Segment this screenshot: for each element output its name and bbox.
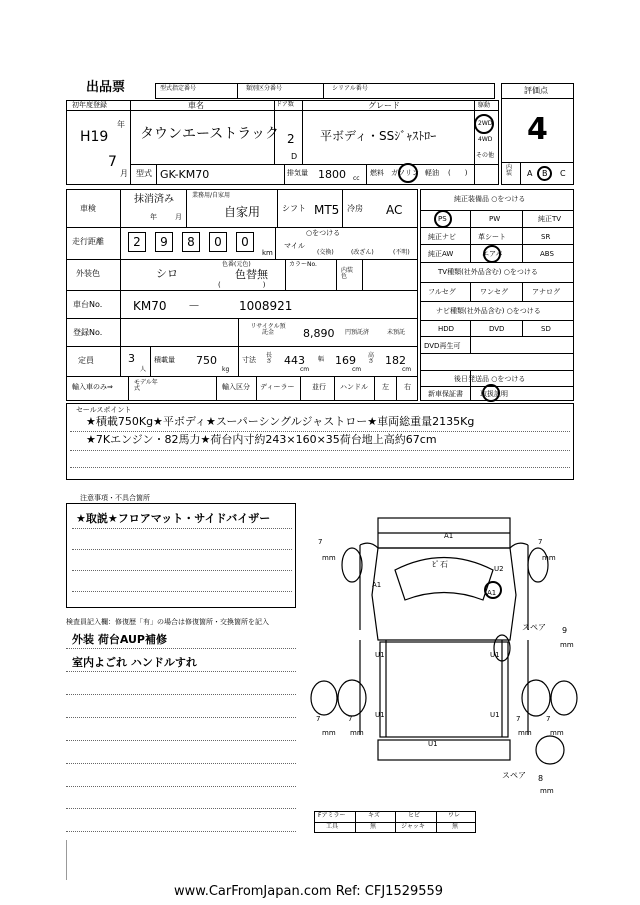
ps-circle xyxy=(434,210,452,228)
aircon: AC xyxy=(386,203,403,217)
sales-line-1: ★積載750Kg★平ボディ★スーパーシングルジャストロー★車両総重量2135Kg xyxy=(86,415,475,428)
model-code: GK-KM70 xyxy=(160,168,210,181)
inspector-line-1: 外装 荷台AUP補修 xyxy=(72,633,167,646)
odometer-digit: 9 xyxy=(155,232,173,252)
serial-no-label: シリアル番号 xyxy=(332,85,368,92)
recycle-fee: 8,890 xyxy=(303,327,335,340)
inspector-line-2: 室内よごれ ハンドルすれ xyxy=(72,656,197,669)
load-capacity: 750 xyxy=(196,354,217,367)
diagram-chip: ﾋﾟ石 xyxy=(432,560,448,569)
chassis-prefix: KM70 xyxy=(133,299,167,313)
airbag-circle xyxy=(483,245,501,263)
transmission: MT5 xyxy=(314,203,340,217)
inspection-status: 抹消済み xyxy=(134,194,174,205)
chassis-number: 1008921 xyxy=(239,299,293,313)
equip-airbag: エアバ xyxy=(482,250,503,258)
odometer-digit: 2 xyxy=(128,232,146,252)
interior-grade-b: B xyxy=(542,169,548,178)
car-name: タウンエーストラック xyxy=(140,126,280,142)
interior-circle xyxy=(537,166,552,181)
exterior-color: シロ xyxy=(156,267,178,280)
color-change: 色替無 xyxy=(235,268,268,281)
length: 443 xyxy=(284,354,305,367)
drive-2wd-circle xyxy=(474,114,494,134)
drive-2wd: 2WD xyxy=(478,120,493,127)
seating-capacity: 3 xyxy=(128,352,135,365)
first-reg-label: 初年度登録 xyxy=(72,101,107,109)
watermark: www.CarFromJapan.com Ref: CFJ1529559 xyxy=(174,884,444,899)
grade-value: 平ボディ・SSｼﾞｬｽﾄﾛｰ xyxy=(320,129,437,143)
equip-ps: PS xyxy=(438,215,447,223)
score-value: 4 xyxy=(527,112,548,147)
equip-manual: 取扱説明 xyxy=(480,390,508,398)
header-id-boxes xyxy=(155,83,495,99)
odometer-digit: 0 xyxy=(236,232,254,252)
displacement: 1800 xyxy=(318,168,346,181)
class-no-label: 類別区分番号 xyxy=(246,85,283,92)
use-type: 自家用 xyxy=(224,205,261,219)
detail-table xyxy=(66,189,418,401)
car-name-label: 車名 xyxy=(188,101,204,110)
first-reg-year: H19 xyxy=(80,129,109,145)
page-title: 出品票 xyxy=(86,80,126,95)
manual-circle xyxy=(482,384,500,402)
door-count: 2 xyxy=(287,132,295,146)
first-reg-month: 7 xyxy=(108,154,117,170)
height: 182 xyxy=(385,354,406,367)
notes-line-1: ★取説★フロアマット・サイドバイザー xyxy=(76,512,271,525)
grade-label: グレード xyxy=(368,101,400,110)
width: 169 xyxy=(335,354,356,367)
model-no-label: 型式指定番号 xyxy=(160,85,197,92)
fuel-circle xyxy=(398,163,418,183)
odometer-digit: 0 xyxy=(209,232,227,252)
fuel-gasoline: ガソリン xyxy=(391,169,419,177)
sales-line-2: ★7Kエンジン・82馬力★荷台内寸約243×160×35荷台地上高約67cm xyxy=(86,433,437,446)
odometer-digit: 8 xyxy=(182,232,200,252)
